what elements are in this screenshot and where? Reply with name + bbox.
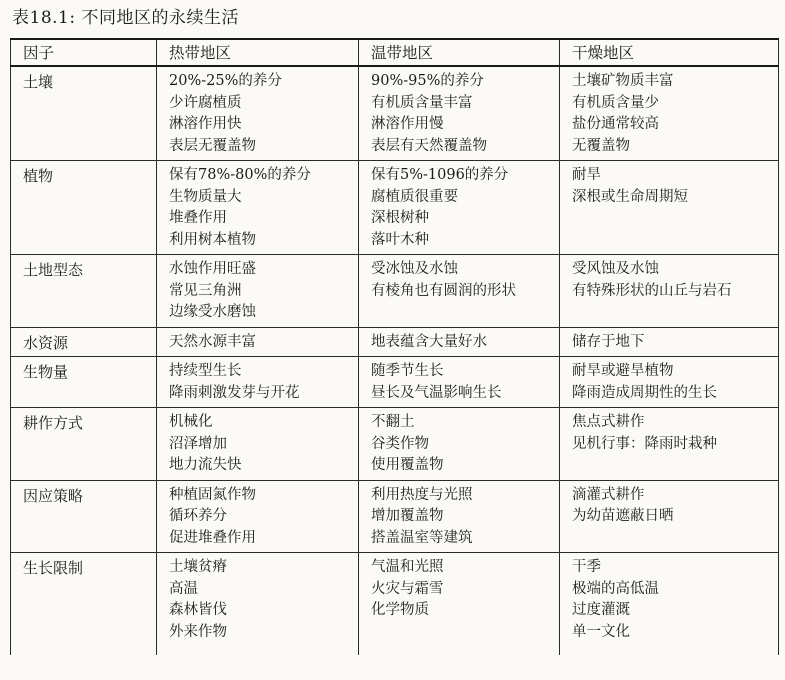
temperate-cell [359, 327, 560, 357]
temperate-cell [359, 480, 560, 553]
temperate-cell [359, 357, 560, 408]
arid-cell [560, 255, 779, 328]
table-row [11, 161, 779, 255]
cell-line: 耐旱或避旱植物 [572, 363, 674, 379]
cell-line: 为幼苗遮蔽日晒 [572, 508, 674, 524]
cell-line: 化学物质 [371, 602, 429, 618]
cell-line: 使用覆盖物 [371, 457, 444, 473]
cell-line: 土壤矿物质丰富 [572, 73, 674, 89]
cell-line: 堆叠作用 [169, 210, 227, 226]
cell-line: 边缘受水磨蚀 [169, 304, 256, 320]
factor-cell: 植物 [11, 161, 157, 255]
tropical-cell [157, 553, 359, 656]
cell-line: 受冰蚀及水蚀 [371, 261, 458, 277]
cell-line: 土壤贫瘠 [169, 559, 227, 575]
cell-line: 过度灌溉 [572, 602, 630, 618]
cell-line: 降雨造成周期性的生长 [572, 384, 717, 401]
cell-line: 腐植质很重要 [371, 188, 458, 205]
cell-line: 利用树本植物 [169, 231, 256, 248]
cell-line: 机械化 [169, 414, 213, 430]
table-row [11, 66, 779, 161]
tropical-cell [157, 255, 359, 328]
cell-line: 水蚀作用旺盛 [169, 261, 256, 277]
arid-cell [560, 327, 779, 357]
cell-line: 盐份通常较高 [572, 116, 659, 132]
header-arid: 干燥地区 [560, 39, 779, 66]
cell-line: 高温 [169, 580, 198, 597]
cell-line: 有棱角也有圆润的形状 [371, 282, 516, 299]
factor-cell: 因应策略 [11, 480, 157, 553]
factor-cell: 耕作方式 [11, 408, 157, 481]
arid-cell [560, 553, 779, 656]
table-row [11, 408, 779, 481]
factor-cell: 土地型态 [11, 255, 157, 328]
cell-line: 森林皆伐 [169, 602, 227, 618]
table-caption: 表18.1: 不同地区的永续生活 [12, 8, 239, 28]
arid-cell [560, 66, 779, 161]
cell-line: 极端的高低温 [572, 580, 659, 597]
cell-line: 促进堆叠作用 [169, 529, 256, 546]
temperate-cell [359, 408, 560, 481]
cell-line: 地力流失快 [169, 457, 242, 473]
cell-line: 不翻土 [371, 414, 415, 430]
table-row [11, 255, 779, 328]
temperate-cell [359, 553, 560, 656]
header-row [11, 39, 779, 66]
arid-cell [560, 357, 779, 408]
cell-line: 单一文化 [572, 623, 630, 640]
temperate-cell [359, 66, 560, 161]
cell-line: 焦点式耕作 [572, 414, 645, 430]
factor-cell: 生物量 [11, 357, 157, 408]
cell-line: 有机质含量丰富 [371, 94, 473, 111]
table-row [11, 480, 779, 553]
cell-line: 谷类作物 [371, 435, 429, 452]
header-tropical: 热带地区 [157, 39, 359, 66]
factor-cell: 水资源 [11, 327, 157, 357]
cell-line: 表层有天然覆盖物 [371, 137, 487, 154]
temperate-cell [359, 161, 560, 255]
header-factor: 因子 [11, 39, 157, 66]
cell-line: 利用热度与光照 [371, 486, 473, 503]
tropical-cell [157, 66, 359, 161]
cell-line: 有特殊形状的山丘与岩石 [572, 282, 732, 299]
factor-cell: 生长限制 [11, 553, 157, 656]
cell-line: 增加覆盖物 [371, 508, 444, 524]
arid-cell [560, 480, 779, 553]
tropical-cell [157, 357, 359, 408]
arid-cell [560, 161, 779, 255]
tropical-cell [157, 480, 359, 553]
cell-line: 淋溶作用快 [169, 116, 242, 132]
permaculture-table [10, 38, 779, 655]
cell-line: 种植固氮作物 [169, 486, 256, 503]
header-temperate: 温带地区 [359, 39, 560, 66]
cell-line: 表层无覆盖物 [169, 137, 256, 154]
cell-line: 90%-95%的养分 [371, 73, 484, 89]
cell-line: 循环养分 [169, 508, 227, 524]
cell-line: 少许腐植质 [169, 94, 242, 111]
tropical-cell [157, 327, 359, 357]
cell-line: 淋溶作用慢 [371, 116, 444, 132]
cell-line: 无覆盖物 [572, 137, 630, 154]
cell-line: 持续型生长 [169, 363, 242, 379]
cell-line: 保有5%-1096的养分 [371, 167, 509, 183]
cell-line: 火灾与霜雪 [371, 580, 444, 597]
arid-cell [560, 408, 779, 481]
table-row [11, 357, 779, 408]
cell-line: 昼长及气温影响生长 [371, 384, 502, 401]
cell-line: 见机行事：降雨时栽种 [572, 435, 717, 452]
cell-line: 生物质量大 [169, 188, 242, 205]
cell-line: 储存于地下 [572, 333, 645, 350]
cell-line: 地表蕴含大量好水 [371, 333, 487, 350]
cell-line: 天然水源丰富 [169, 333, 256, 350]
cell-line: 降雨刺激发芽与开花 [169, 384, 300, 401]
cell-line: 深根或生命周期短 [572, 188, 688, 205]
cell-line: 有机质含量少 [572, 94, 659, 111]
cell-line: 沼泽增加 [169, 435, 227, 452]
cell-line: 深根树种 [371, 210, 429, 226]
cell-line: 搭盖温室等建筑 [371, 529, 473, 546]
cell-line: 落叶木种 [371, 231, 429, 248]
tropical-cell [157, 161, 359, 255]
cell-line: 常见三角洲 [169, 282, 242, 299]
temperate-cell [359, 255, 560, 328]
table-row [11, 327, 779, 357]
cell-line: 保有78%-80%的养分 [169, 167, 311, 183]
cell-line: 气温和光照 [371, 559, 444, 575]
tropical-cell [157, 408, 359, 481]
factor-cell: 土壤 [11, 66, 157, 161]
cell-line: 随季节生长 [371, 363, 444, 379]
cell-line: 外来作物 [169, 623, 227, 640]
cell-line: 滴灌式耕作 [572, 486, 645, 503]
cell-line: 受风蚀及水蚀 [572, 261, 659, 277]
cell-line: 干季 [572, 559, 601, 575]
table-row [11, 553, 779, 656]
cell-line: 20%-25%的养分 [169, 73, 282, 89]
cell-line: 耐旱 [572, 167, 601, 183]
